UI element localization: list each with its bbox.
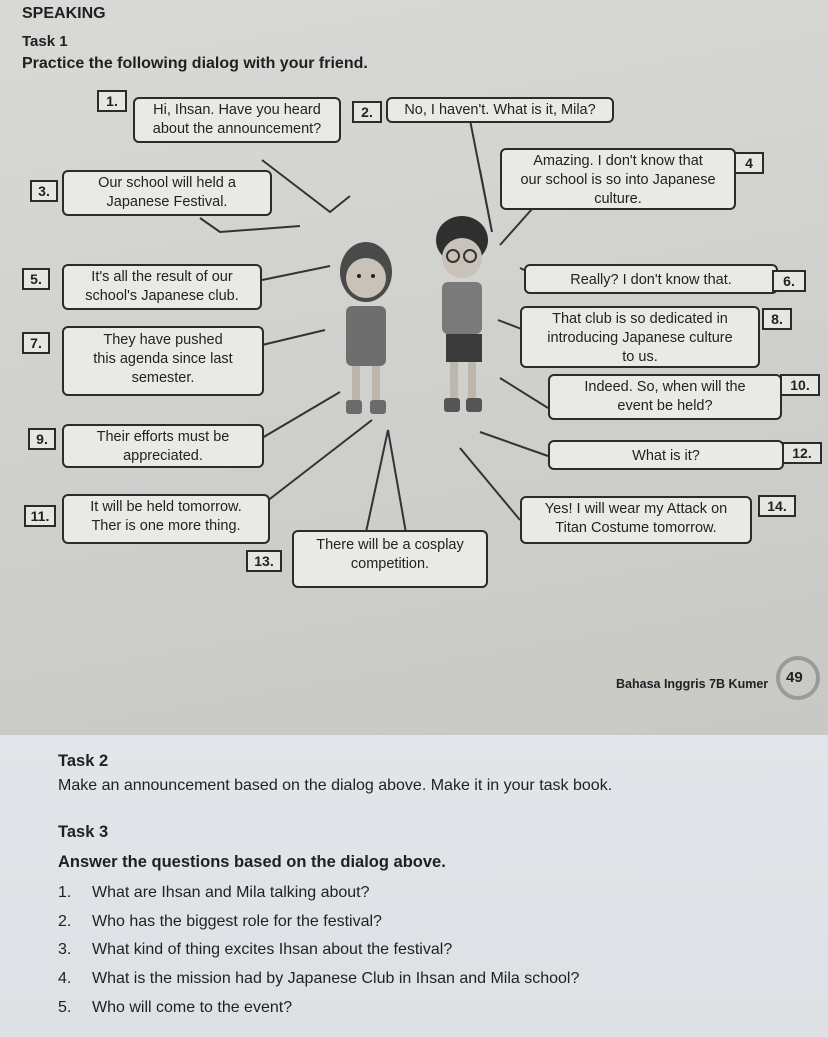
dialog-number-11: 11.: [24, 505, 56, 527]
dialog-bubble-9: Their efforts must be appreciated.: [62, 424, 264, 468]
dialog-bubble-14: Yes! I will wear my Attack on Titan Costume tomorrow.: [520, 496, 752, 544]
dialog-bubble-13: There will be a cosplay competition.: [292, 530, 488, 588]
dialog-number-8: 8.: [762, 308, 792, 330]
question-item: 5. Who will come to the event?: [58, 999, 293, 1016]
dialog-number-3: 3.: [30, 180, 58, 202]
question-item: 2. Who has the biggest role for the festival?: [58, 913, 382, 930]
task2-heading: Task 2: [58, 752, 109, 770]
dialog-bubble-6: Really? I don't know that.: [524, 264, 778, 294]
task3-heading: Task 3: [58, 823, 109, 841]
dialog-bubble-5: It's all the result of our school's Japanese club.: [62, 264, 262, 310]
dialog-bubble-7: They have pushed this agenda since last semester.: [62, 326, 264, 396]
dialog-bubble-2: No, I haven't. What is it, Mila?: [386, 97, 614, 123]
dialog-number-7: 7.: [22, 332, 50, 354]
question-item: 4. What is the mission had by Japanese Club in Ihsan and Mila school?: [58, 970, 580, 987]
dialog-number-13: 13.: [246, 550, 282, 572]
dialog-bubble-4: Amazing. I don't know that our school is so into Japanese culture.: [500, 148, 736, 210]
dialog-number-14: 14.: [758, 495, 796, 517]
page-number: 49: [786, 669, 803, 686]
question-item: 3. What kind of thing excites Ihsan about the festival?: [58, 941, 453, 958]
question-item: 1. What are Ihsan and Mila talking about?: [58, 884, 370, 901]
dialog-number-2: 2.: [352, 101, 382, 123]
dialog-number-1: 1.: [97, 90, 127, 112]
section-heading: SPEAKING: [22, 5, 106, 22]
task3-instruction: Answer the questions based on the dialog above.: [58, 853, 446, 871]
dialog-number-9: 9.: [28, 428, 56, 450]
mila-illustration: [340, 242, 392, 414]
dialog-number-4: 4: [734, 152, 764, 174]
task1-instruction: Practice the following dialog with your friend.: [22, 55, 368, 72]
dialog-number-5: 5.: [22, 268, 50, 290]
book-title: Bahasa Inggris 7B Kumer: [616, 677, 769, 691]
dialog-bubble-8: That club is so dedicated in introducing Japanese culture to us.: [520, 306, 760, 368]
dialog-number-12: 12.: [782, 442, 822, 464]
ihsan-illustration: [436, 216, 488, 412]
task2-instruction: Make an announcement based on the dialog above. Make it in your task book.: [58, 777, 613, 794]
dialog-bubble-10: Indeed. So, when will the event be held?: [548, 374, 782, 420]
dialog-bubble-11: It will be held tomorrow. Ther is one more thing.: [62, 494, 270, 544]
dialog-number-6: 6.: [772, 270, 806, 292]
dialog-bubble-12: What is it?: [548, 440, 784, 470]
dialog-number-10: 10.: [780, 374, 820, 396]
dialog-bubble-1: Hi, Ihsan. Have you heard about the announcement?: [133, 97, 341, 143]
dialog-bubble-3: Our school will held a Japanese Festival.: [62, 170, 272, 216]
task1-heading: Task 1: [22, 33, 68, 50]
